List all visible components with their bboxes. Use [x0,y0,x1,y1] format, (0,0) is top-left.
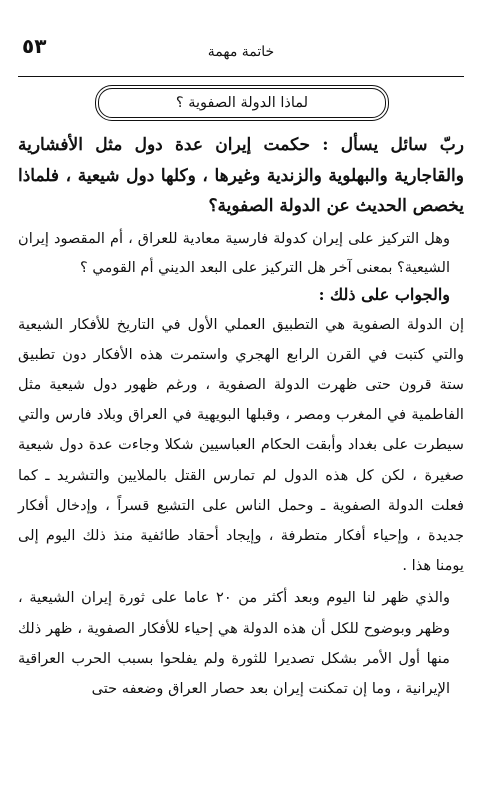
header-divider [18,76,464,77]
section-title: لماذا الدولة الصفوية ؟ [175,95,309,111]
section-title-box [98,88,386,118]
page-number: ٥٣ [22,34,47,58]
answer-intro: والجواب على ذلك : [318,284,450,304]
question-paragraph: ربّ سائل يسأل : حكمت إيران عدة دول مثل الأفشارية والقاجارية والبهلوية والزندية وغيرها ، وكلها دول شيعية ، فلماذا يخصص الحديث عن الدولة الصفوية؟ [18,135,464,216]
closing-paragraph: والذي ظهر لنا اليوم وبعد أكثر من ٢٠ عاما على ثورة إيران الشيعية ، وظهر وبوضوح للكل أن هذه الدولة هي إحياء للأفكار الصفوية ، ظهر ذلك منها أول الأمر بشكل تصديرا للثورة ولم يفلحوا بسبب الحرب العراقية الإيرانية ، وما إن تمكنت إيران بعد حصار العراق وضعفه حتى [18,589,450,697]
answer-paragraph: إن الدولة الصفوية هي التطبيق العملي الأول في التاريخ للأفكار الشيعية والتي كتبت في القرن الرابع الهجري واستمرت هذه الأفكار دون تطبيق ستة قرون حتى ظهرت الدولة الصفوية ، ورغم ظهور دول شيعية مثل الفاطمية في المغرب ومصر ، وقبلها البويهية في العراق وبلاد فارس والتي سيطرت على بغداد وأبقت الحكام العباسيين شكلا وجاءت عدة دول شيعية صغيرة ، لكن كل هذه الدول لم تمارس القتل بالملايين والتشريد ـ كما فعلت الدولة الصفوية ـ وحمل الناس على التشيع قسراً ، وإدخال أفكار جديدة ، وإحياء أفكار متطرفة ، وإيجاد أحقاد طائفية منذ ذلك اليوم إلى يومنا هذا . [18,315,464,575]
page-body [18,130,464,804]
follow-up-paragraph: وهل التركيز على إيران كدولة فارسية معادية للعراق ، أم المقصود إيران الشيعية؟ بمعنى آخر هل التركيز على البعد الديني أم القومي ؟ [18,229,450,276]
running-header-title: خاتمة مهمة [207,44,275,60]
